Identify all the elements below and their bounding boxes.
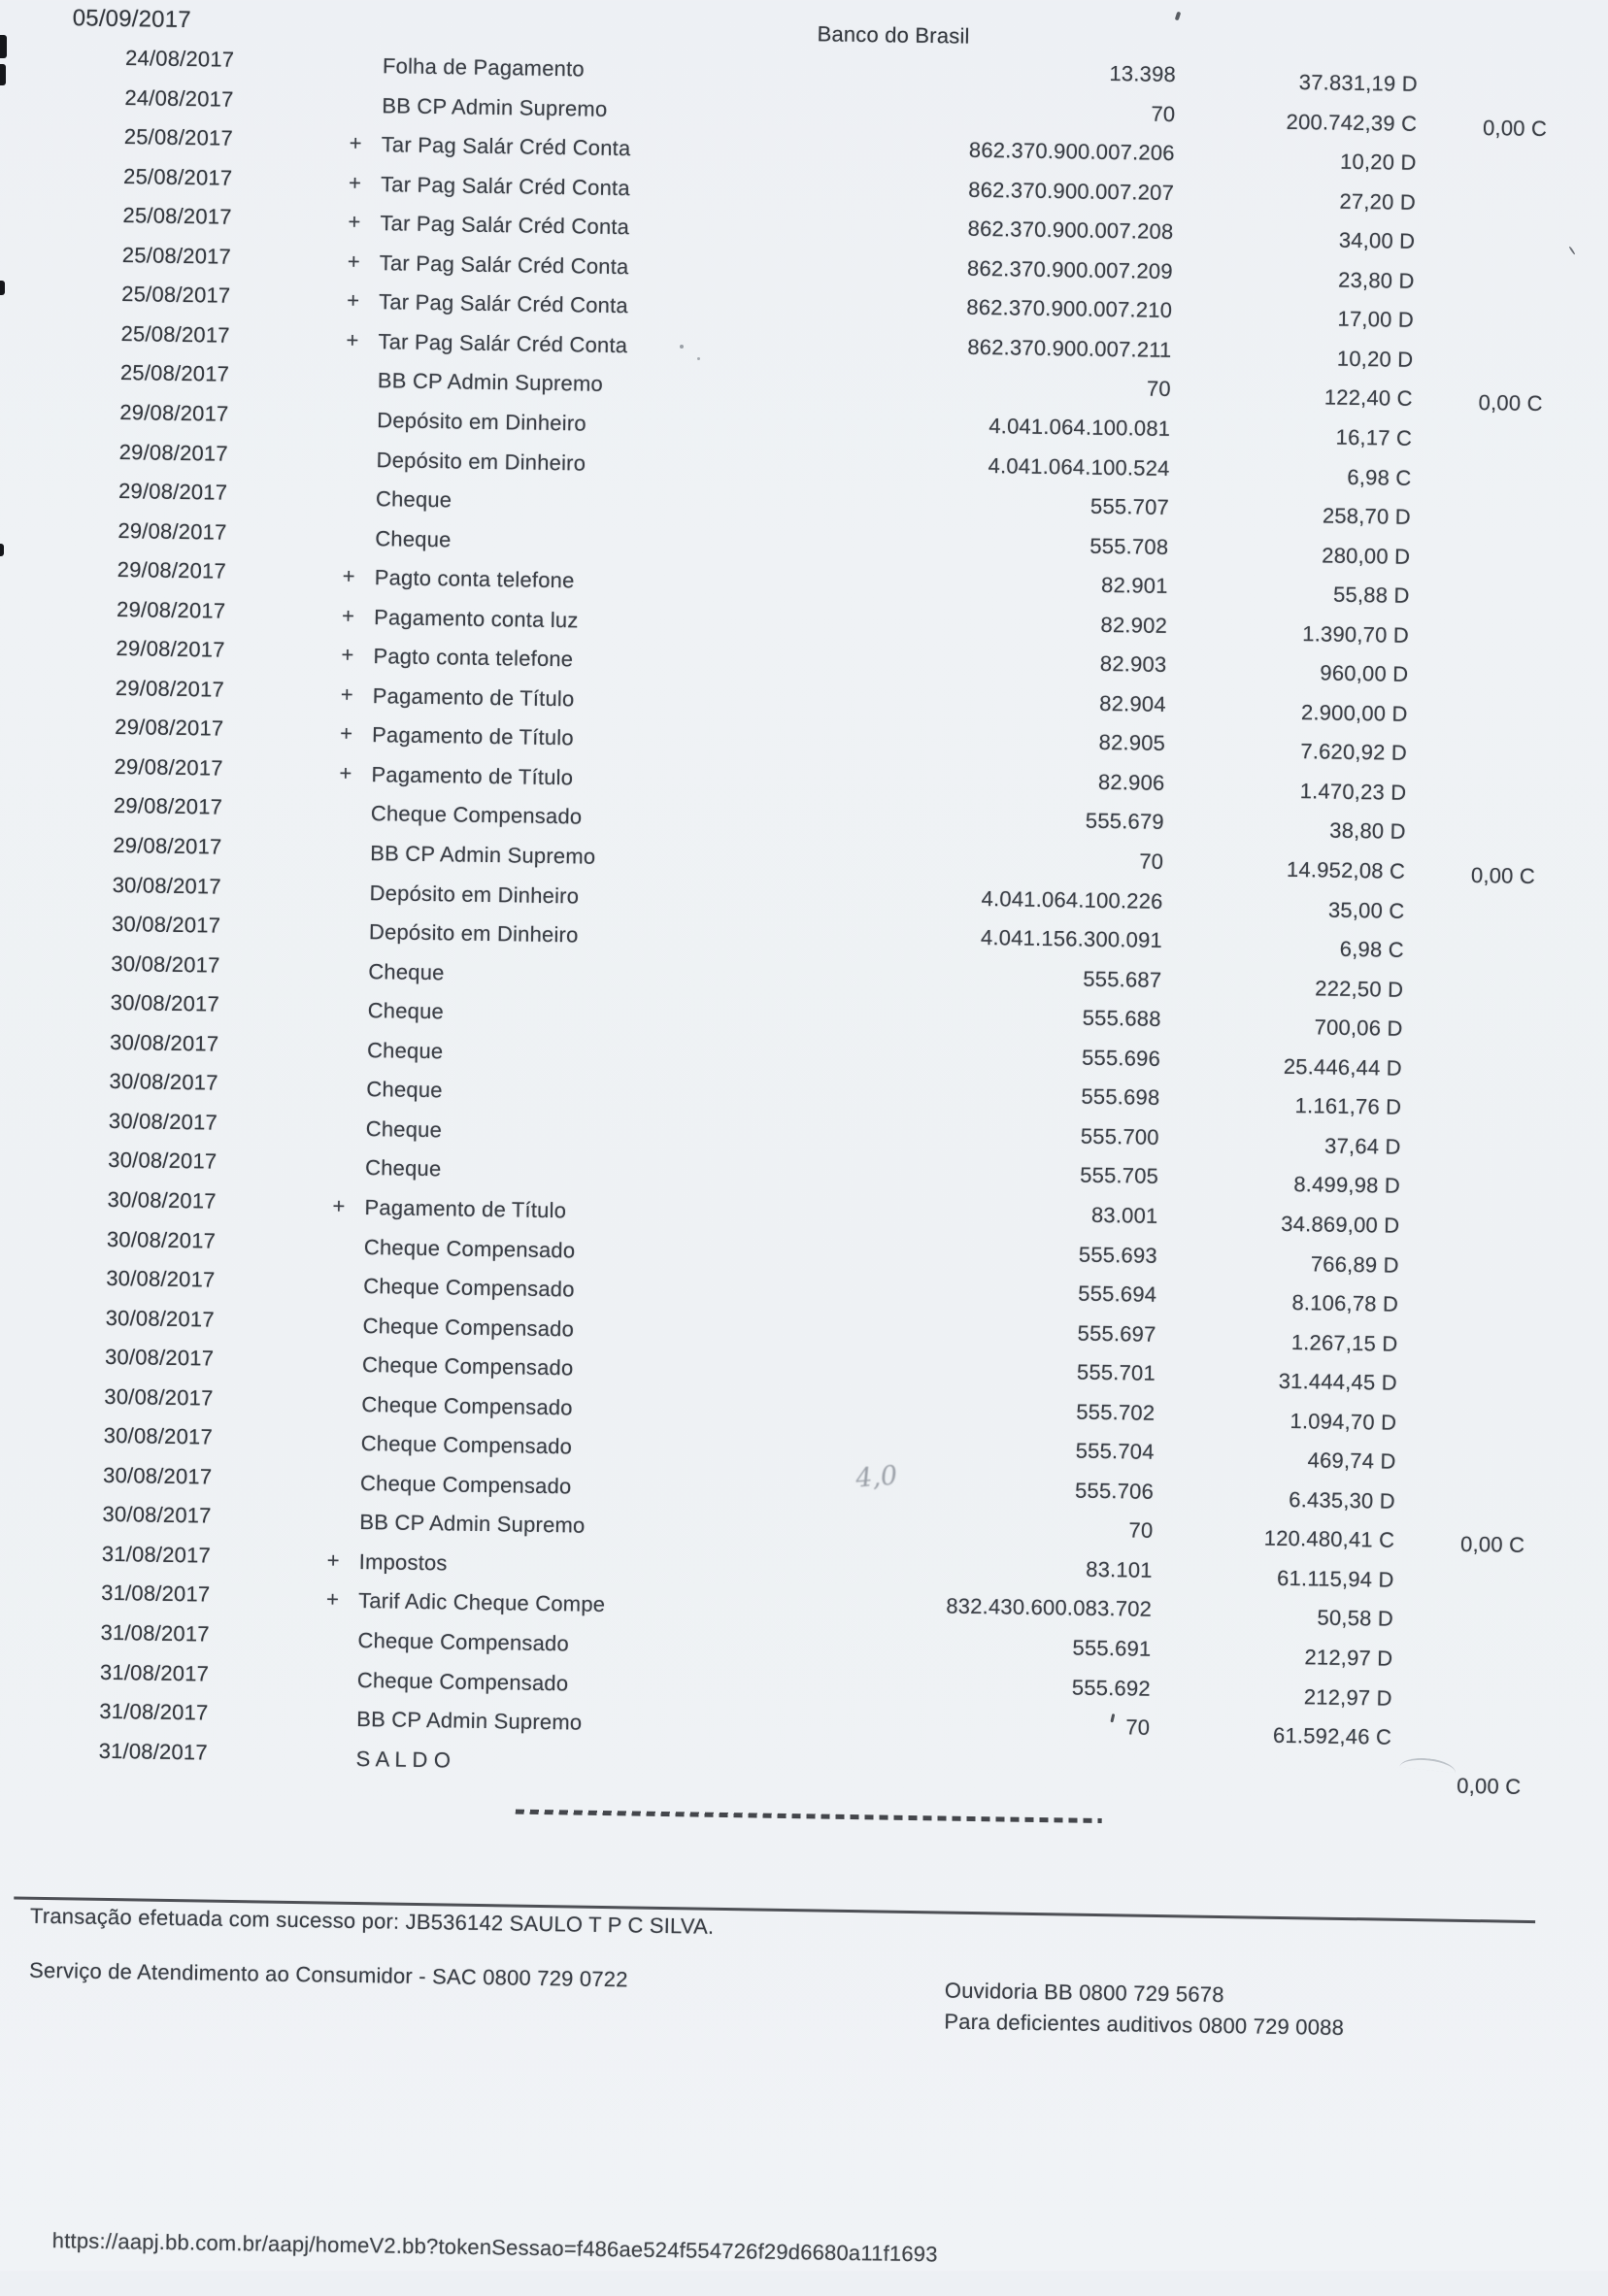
document-number: 555.700 [1080,1123,1159,1149]
transaction-amount: 122,40 C [1323,384,1413,412]
transaction-description: Pagamento de Título [371,722,574,750]
transaction-date: 25/08/2017 [119,360,230,387]
document-number: 555.698 [1081,1083,1160,1111]
transaction-description: Depósito em Dinheiro [368,919,579,948]
transaction-description: Cheque Compensado [359,1470,572,1499]
transaction-description: Depósito em Dinheiro [377,408,586,436]
transaction-description: Tar Pag Salár Créd Conta [378,329,628,358]
transaction-date: 30/08/2017 [111,912,221,938]
document-number: 555.702 [1076,1399,1156,1425]
transaction-description: Pagamento de Título [372,682,575,712]
transaction-date: 31/08/2017 [101,1541,212,1568]
transaction-date: 30/08/2017 [109,1069,218,1095]
transaction-amount: 120.480,41 C [1263,1525,1395,1553]
transaction-amount: 6,98 C [1347,464,1412,490]
transaction-date: 30/08/2017 [106,1265,216,1292]
transaction-amount: 27,20 D [1339,188,1417,215]
document-number: 555.692 [1071,1675,1152,1701]
transaction-date: 29/08/2017 [113,832,222,859]
transaction-description: Tar Pag Salár Créd Conta [380,171,630,200]
plus-marker: + [332,1193,346,1218]
transaction-amount: 469,74 D [1307,1447,1396,1475]
transaction-description: Cheque [375,525,452,551]
transaction-description: Tar Pag Salár Créd Conta [378,289,629,318]
transaction-description: S A L D O [355,1746,452,1773]
transaction-date: 31/08/2017 [100,1619,210,1647]
transaction-description: Pagamento de Título [371,761,574,790]
document-number: 82.902 [1100,612,1168,638]
transaction-description: Cheque Compensado [363,1274,575,1302]
dashed-separator [516,1810,1102,1823]
transaction-date: 29/08/2017 [118,439,229,466]
transaction-date: 30/08/2017 [111,950,220,978]
transaction-description: Cheque [365,1115,443,1143]
transaction-description: Tar Pag Salár Créd Conta [380,211,630,240]
transaction-amount: 212,97 D [1303,1683,1392,1711]
scanner-edge-artifact [0,544,4,556]
page-url: https://aapj.bb.com.br/aapj/homeV2.bb?tokenSessao=f486ae524f554726f29d6680a11f1693 [51,2228,938,2267]
transaction-amount: 1.161,76 D [1294,1093,1402,1120]
transaction-date: 25/08/2017 [120,320,230,348]
transaction-amount: 8.106,78 D [1291,1290,1399,1316]
transaction-amount: 222,50 D [1315,976,1404,1002]
document-number: 555.697 [1077,1320,1156,1347]
transaction-date: 30/08/2017 [112,872,221,899]
transaction-date: 29/08/2017 [116,636,225,662]
transaction-description: Cheque Compensado [363,1234,576,1262]
ouvidoria-phone-line: Ouvidoria BB 0800 729 5678 [944,1978,1224,2008]
document-number: 82.904 [1099,690,1166,716]
document-number: 555.706 [1074,1478,1155,1504]
transaction-date: 30/08/2017 [108,1148,218,1175]
transaction-description: Cheque Compensado [361,1352,574,1381]
document-number: 70 [1146,376,1172,402]
document-number: 70 [1125,1714,1151,1740]
transaction-date: 29/08/2017 [115,675,225,702]
document-number: 555.691 [1072,1635,1152,1661]
handwritten-note: 4,0 [854,1460,899,1495]
transaction-date: 25/08/2017 [122,203,232,229]
transaction-description: Cheque Compensado [356,1667,569,1695]
hearing-impaired-phone-line: Para deficientes auditivos 0800 729 0088 [944,2009,1345,2040]
transaction-amount: 960,00 D [1320,660,1409,687]
transaction-description: Cheque Compensado [357,1627,570,1656]
transaction-amount: 37,64 D [1323,1133,1401,1159]
transaction-amount: 31.444,45 D [1278,1369,1398,1395]
plus-marker: + [339,720,353,747]
plus-marker: + [340,682,354,707]
transaction-date: 31/08/2017 [98,1738,208,1765]
transaction-date: 29/08/2017 [117,557,227,583]
transaction-date: 29/08/2017 [114,753,223,781]
transaction-amount: 55,88 D [1332,582,1410,609]
plus-marker: + [347,249,361,274]
transaction-amount: 34.869,00 D [1281,1211,1400,1238]
transaction-description: Cheque [368,958,445,984]
transaction-date: 31/08/2017 [101,1581,211,1608]
plus-marker: + [346,327,359,352]
plus-marker: + [341,603,355,628]
transaction-amount: 280,00 D [1322,543,1411,569]
print-date: 05/09/2017 [72,5,192,34]
document-number: 555.679 [1085,809,1165,835]
scanner-edge-artifact [0,64,6,85]
document-number: 555.696 [1081,1045,1161,1071]
document-number: 862.370.900.007.208 [967,216,1174,245]
scan-speck [697,357,700,360]
sac-phone-line: Serviço de Atendimento ao Consumidor - SAC 0800 729 0722 [28,1957,628,1992]
plus-marker: + [326,1547,341,1573]
document-number: 555.687 [1083,966,1162,992]
document-number: 862.370.900.007.207 [968,177,1175,205]
transaction-description: Cheque [366,1037,444,1064]
transaction-date: 30/08/2017 [104,1383,214,1411]
transaction-date: 29/08/2017 [115,715,224,742]
transaction-date: 29/08/2017 [113,793,223,820]
transaction-date: 30/08/2017 [102,1502,212,1528]
scanner-edge-artifact [0,35,7,58]
transaction-date: 31/08/2017 [99,1659,210,1686]
transaction-amount: 10,20 D [1336,346,1414,372]
plus-marker: + [325,1586,340,1613]
transaction-description: Tar Pag Salár Créd Conta [381,132,631,161]
document-number: 555.708 [1089,533,1169,559]
transaction-date: 24/08/2017 [124,46,235,72]
final-balance-amount: 0,00 C [1457,1773,1522,1799]
document-number: 555.688 [1082,1005,1161,1032]
transaction-date: 30/08/2017 [109,1029,219,1056]
transaction-amount: 8.499,98 D [1293,1172,1401,1199]
transaction-amount: 14.952,08 C [1286,856,1406,883]
plus-marker: + [348,170,362,195]
transaction-description: Impostos [358,1548,448,1576]
document-number: 70 [1151,101,1176,126]
transaction-date: 30/08/2017 [110,990,220,1016]
balance-amount: 0,00 C [1482,115,1548,141]
transaction-amount: 25.446,44 D [1283,1053,1403,1081]
balance-amount: 0,00 C [1470,862,1536,888]
transaction-amount: 6.435,30 D [1289,1486,1396,1514]
transaction-description: Cheque Compensado [370,801,583,829]
transaction-description: Tar Pag Salár Créd Conta [379,250,629,279]
plus-marker: + [346,287,360,314]
transaction-description: BB CP Admin Supremo [356,1707,583,1735]
transaction-date: 24/08/2017 [124,84,234,112]
transaction-date: 30/08/2017 [106,1226,217,1253]
transaction-description: BB CP Admin Supremo [359,1510,586,1538]
document-number: 862.370.900.007.206 [968,137,1175,166]
transaction-description: BB CP Admin Supremo [382,92,608,121]
plus-marker: + [342,563,355,588]
transaction-description: Folha de Pagamento [382,53,586,82]
transaction-amount: 1.390,70 D [1302,620,1410,648]
transaction-description: Cheque [375,486,452,513]
transaction-description: Cheque [367,998,445,1024]
transaction-amount: 37.831,19 D [1298,70,1419,96]
scanner-edge-artifact [0,281,5,295]
bank-name: Banco do Brasil [817,21,970,49]
document-number: 82.901 [1100,573,1168,599]
transaction-amount: 16,17 C [1335,424,1413,450]
transaction-amount: 6,98 C [1339,936,1405,962]
balance-amount [1230,1765,1522,1770]
transaction-date: 29/08/2017 [116,596,226,623]
document-number: 82.906 [1097,769,1165,795]
transaction-amount: 1.267,15 D [1290,1329,1398,1356]
document-number: 555.693 [1078,1242,1158,1268]
transaction-description: Cheque Compensado [362,1313,575,1342]
transaction-date: 30/08/2017 [102,1462,213,1489]
document-number: 4.041.064.100.226 [981,885,1163,914]
transaction-amount [1001,1758,1391,1764]
document-number: 832.430.600.083.702 [946,1593,1153,1622]
plus-marker: + [349,130,362,155]
transaction-date: 30/08/2017 [105,1305,215,1332]
document-number: 555.704 [1075,1438,1155,1465]
transaction-date: 29/08/2017 [117,479,228,505]
transaction-description: Depósito em Dinheiro [369,880,580,909]
transaction-amount: 50,58 D [1317,1605,1394,1632]
document-number: 70 [1128,1517,1154,1544]
document-number: 862.370.900.007.211 [967,334,1172,362]
document-number: 4.041.156.300.091 [980,925,1163,953]
transaction-description: BB CP Admin Supremo [377,368,604,397]
transaction-description: Depósito em Dinheiro [376,447,586,476]
transaction-date: 30/08/2017 [107,1186,217,1214]
transaction-amount: 200.742,39 C [1286,109,1418,136]
transaction-description: Pagamento de Título [364,1194,567,1223]
transaction-amount: 38,80 D [1329,818,1406,845]
transaction-amount: 34,00 D [1338,227,1416,254]
scan-speck [680,345,684,349]
transaction-description: Cheque [366,1077,443,1103]
transaction-amount: 35,00 C [1327,897,1405,923]
document-number: 862.370.900.007.210 [966,294,1173,323]
transaction-description: Cheque [364,1155,442,1181]
transaction-amount: 258,70 D [1322,503,1412,529]
plus-marker: + [339,760,352,785]
balance-amount: 0,00 C [1459,1532,1525,1558]
transaction-amount: 1.470,23 D [1299,779,1407,805]
document-number: 70 [1139,849,1164,874]
document-number: 83.001 [1090,1202,1158,1228]
transaction-date: 25/08/2017 [121,282,231,309]
transaction-amount: 17,00 D [1337,306,1415,333]
balance-amount: 0,00 C [1478,390,1543,416]
transaction-amount: 10,20 D [1339,149,1417,176]
transaction-success-line: Transação efetuada com sucesso por: JB536142 SAULO T P C SILVA. [29,1903,715,1939]
transaction-date: 29/08/2017 [117,517,227,545]
transaction-date: 30/08/2017 [104,1345,215,1371]
document-number: 82.903 [1099,651,1167,678]
transaction-description: Pagto conta telefone [373,644,574,672]
document-number: 555.707 [1089,493,1170,520]
transaction-description: Pagamento conta luz [373,604,579,633]
document-number: 555.694 [1078,1281,1157,1307]
transaction-amount: 61.115,94 D [1276,1565,1394,1592]
plus-marker: + [348,209,361,235]
transaction-amount: 23,80 D [1337,267,1415,293]
transaction-amount: 212,97 D [1304,1645,1393,1671]
plus-marker: + [341,642,354,668]
document-number: 555.701 [1076,1359,1156,1386]
transaction-amount: 766,89 D [1310,1250,1399,1278]
transaction-amount: 61.592,46 C [1272,1722,1392,1749]
transaction-amount: 700,06 D [1314,1015,1403,1042]
document-number: 4.041.064.100.524 [988,452,1170,481]
transaction-date: 31/08/2017 [99,1698,209,1725]
transaction-date: 25/08/2017 [121,242,232,269]
transaction-description: Tarif Adic Cheque Compe [357,1588,606,1617]
document-number: 555.705 [1079,1163,1159,1189]
transaction-description: Cheque Compensado [361,1391,573,1420]
document-number: 82.905 [1098,730,1166,756]
document-number: 862.370.900.007.209 [966,255,1173,283]
transaction-description: Pagto conta telefone [374,565,575,593]
transaction-date: 30/08/2017 [108,1108,218,1135]
transaction-amount: 1.094,70 D [1290,1408,1397,1435]
transaction-amount: 7.620,92 D [1300,739,1408,766]
transaction-date: 30/08/2017 [103,1423,214,1449]
document-number: 83.101 [1086,1556,1153,1582]
transaction-date: 25/08/2017 [123,124,234,150]
document-number: 4.041.064.100.081 [988,413,1171,441]
transaction-date: 25/08/2017 [122,163,233,190]
transaction-description: Cheque Compensado [360,1431,573,1459]
transaction-description: BB CP Admin Supremo [370,841,596,869]
transaction-amount: 2.900,00 D [1300,699,1408,726]
document-number: 13.398 [1109,60,1177,87]
transaction-date: 29/08/2017 [119,399,229,426]
